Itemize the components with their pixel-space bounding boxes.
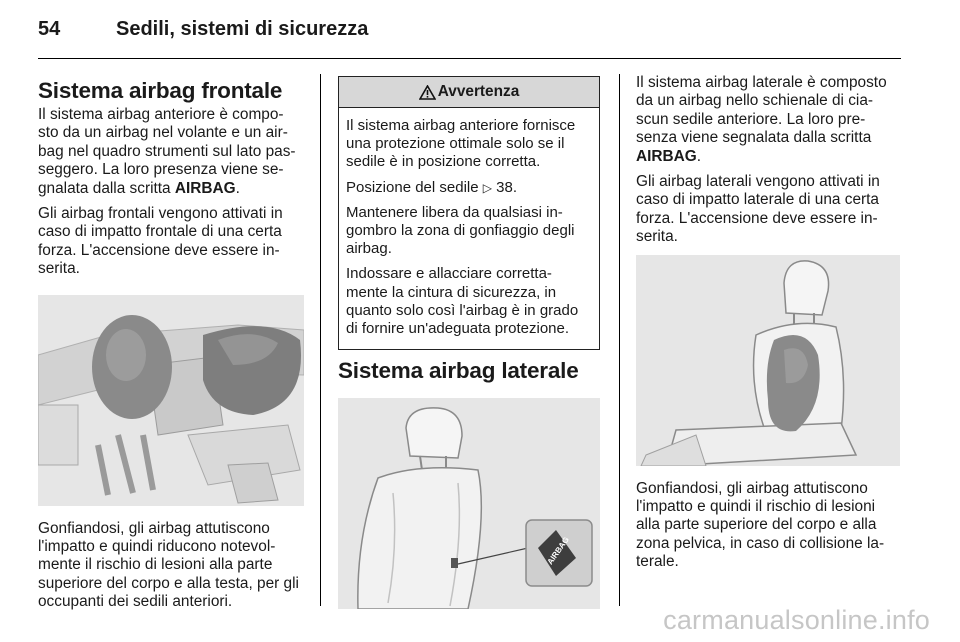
column-divider [320,74,321,606]
warning-paragraph: Il sistema airbag anteriore fornisce una protezione ottimale solo se il sedile è in posizione corretta. [346,117,576,171]
paragraph: Il sistema airbag laterale è composto da un airbag nello schienale di cia-scun sedile anteriore. La loro pre-senza viene segnalata dalla scritta AIRBAG. [636,74,887,165]
warning-title: Avvertenza [437,82,520,100]
warning-paragraph: Posizione del sedile ▷ 38. [346,178,518,196]
page-reference-icon: ▷ [482,180,492,195]
column-warning [338,74,600,609]
warning-triangle-icon [419,85,436,100]
warning-header [339,77,599,108]
frontal-airbag-illustration [38,295,304,506]
paragraph: Gli airbag laterali vengono attivati in caso di impatto laterale di una certa forza. L'accensione deve essere in-serita. [636,173,880,246]
watermark: carmanualsonline.info [663,605,930,635]
paragraph: Gonfiandosi, gli airbag attutiscono l'impatto e quindi riducono notevol-mente il rischio di lesioni alla parte superiore del corpo e alla testa, per gli occupanti dei sedili anteriori. [38,519,299,611]
page-reference-link[interactable]: 38. [492,178,518,196]
section-heading-lateral: Sistema airbag laterale [338,358,579,384]
page-header [38,18,920,58]
paragraph: Il sistema airbag anteriore è compo-sto da un airbag nel volante e un air-bag nel quadro strumenti sul lato pas-seggero. La loro presenza viene se-gnalata dalla scritta AIRBAG. [38,106,296,197]
airbag-tag-text: AIRBAG [545,535,571,567]
warning-paragraph: Mantenere libera da qualsiasi in-gombro la zona di gonfiaggio degli airbag. [346,203,575,258]
column-frontal [38,74,304,619]
warning-body [339,108,599,349]
column-lateral [636,74,902,579]
page-number: 54 [38,18,61,40]
warning-paragraph: Indossare e allacciare corretta-mente la cintura di sicurezza, in quanto solo così l'airbag è in grado di fornire un'adeguata protezione. [346,265,579,338]
side-airbag-seat-illustration [636,255,900,466]
header-rule [38,58,901,59]
airbag-label-text: AIRBAG [174,179,236,197]
chapter-title: Sedili, sistemi di sicurezza [116,18,369,40]
seat-airbag-label-illustration [338,398,600,609]
paragraph: Gonfiandosi, gli airbag attutiscono l'impatto e quindi il rischio di lesioni alla parte superiore del corpo e alla zona pelvica, in caso di collisione la-terale. [636,479,885,571]
airbag-label-text: AIRBAG [636,147,697,165]
section-heading-frontal: Sistema airbag frontale [38,78,283,103]
paragraph: Gli airbag frontali vengono attivati in caso di impatto frontale di una certa forza. L'accensione deve essere in-serita. [38,205,283,278]
column-divider [619,74,620,606]
warning-box [338,76,600,350]
